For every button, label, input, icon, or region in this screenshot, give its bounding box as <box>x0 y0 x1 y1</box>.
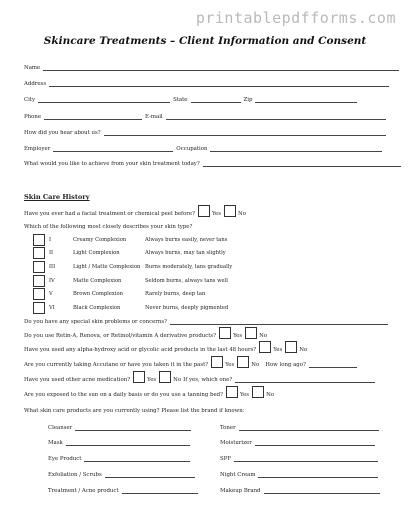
city-field[interactable] <box>38 97 170 103</box>
watermark: printablepdfforms.com <box>195 9 396 27</box>
retin-yes-checkbox[interactable] <box>219 327 231 339</box>
acne-no-checkbox[interactable] <box>159 371 171 383</box>
aha-question <box>24 342 307 353</box>
skin-type-description: Seldom burns, always tans well <box>145 278 228 284</box>
phone-field[interactable] <box>44 114 142 120</box>
sun-label: Are you exposed to the sun on a daily basis or do you use a tanning bed? <box>24 392 224 398</box>
city-label: City <box>24 97 36 103</box>
retin-no-label: No <box>259 333 268 339</box>
product-label: Mask <box>48 440 63 446</box>
product-row <box>48 470 198 478</box>
aha-yes-checkbox[interactable] <box>259 341 271 353</box>
product-field[interactable] <box>258 472 378 478</box>
skin-type-complexion: Light / Matte Complexion <box>73 264 141 270</box>
skin-type-checkbox[interactable] <box>33 261 45 273</box>
retin-no-checkbox[interactable] <box>245 327 257 339</box>
aha-no-checkbox[interactable] <box>285 341 297 353</box>
address-field[interactable] <box>49 81 389 87</box>
product-label: Makeup Brand <box>220 488 261 494</box>
sun-question <box>24 387 274 398</box>
sun-yes-label: Yes <box>240 392 250 398</box>
skin-type-numeral: VI <box>49 305 55 311</box>
skin-type-label: Which of the following most closely describes your skin type? <box>24 224 193 230</box>
skin-type-description: Never burns, deeply pigmented <box>145 305 229 311</box>
acne-question <box>24 372 378 383</box>
state-field[interactable] <box>191 97 241 103</box>
page-title: Skincare Treatments – Client Information and Consent <box>43 35 367 47</box>
product-label: Night Cream <box>220 472 256 478</box>
accutane-no-label: No <box>251 362 260 368</box>
aha-yes-label: Yes <box>273 347 283 353</box>
address-row <box>24 78 392 87</box>
skin-type-checkbox[interactable] <box>33 234 45 246</box>
accutane-label: Are you currently taking Accutane or have you taken it in the past? <box>24 362 209 368</box>
name-label: Name <box>24 65 41 71</box>
if-yes-label: If yes, which one? <box>183 377 233 383</box>
product-row <box>220 486 383 494</box>
email-label: E-mail <box>145 114 163 120</box>
hear-row <box>24 127 389 136</box>
product-field[interactable] <box>264 488 380 494</box>
product-row <box>48 454 193 462</box>
name-row <box>24 62 402 71</box>
skin-type-row <box>33 247 293 258</box>
achieve-row <box>24 158 404 167</box>
skin-type-row <box>33 275 293 286</box>
state-label: State <box>173 97 188 103</box>
sun-yes-checkbox[interactable] <box>226 386 238 398</box>
skin-type-description: Burns moderately, tans gradually <box>145 264 233 270</box>
hear-field[interactable] <box>104 130 386 136</box>
peel-no-label: No <box>237 211 246 217</box>
aha-no-label: No <box>299 347 308 353</box>
retin-label: Do you use Retin-A, Renova, or Retinol/vitamin A derivative products? <box>24 333 217 339</box>
name-field[interactable] <box>43 65 399 71</box>
retin-yes-label: Yes <box>233 333 243 339</box>
skin-type-row <box>33 234 293 245</box>
skin-type-complexion: Matte Complexion <box>73 278 122 284</box>
hear-label: How did you hear about us? <box>24 130 101 136</box>
problems-field[interactable] <box>170 319 388 325</box>
acne-which-field[interactable] <box>235 377 375 383</box>
skin-type-checkbox[interactable] <box>33 302 45 314</box>
skin-type-question <box>24 222 192 230</box>
sun-no-checkbox[interactable] <box>252 386 264 398</box>
problems-question <box>24 317 391 325</box>
product-field[interactable] <box>105 472 195 478</box>
skin-type-numeral: V <box>49 291 53 297</box>
zip-label: Zip <box>243 97 253 103</box>
acne-label: Have you used other acne medication? <box>24 377 131 383</box>
how-long-field[interactable] <box>309 362 357 368</box>
phone-row <box>24 111 389 120</box>
product-field[interactable] <box>66 440 190 446</box>
accutane-yes-checkbox[interactable] <box>211 356 223 368</box>
skin-type-checkbox[interactable] <box>33 288 45 300</box>
skin-type-numeral: II <box>49 250 54 256</box>
acne-yes-checkbox[interactable] <box>133 371 145 383</box>
problems-label: Do you have any special skin problems or concerns? <box>24 319 167 325</box>
product-label: SPF <box>220 456 232 462</box>
sun-no-label: No <box>266 392 275 398</box>
product-row <box>220 454 381 462</box>
employer-label: Employer <box>24 146 51 152</box>
product-label: Toner <box>220 425 236 431</box>
email-field[interactable] <box>166 114 386 120</box>
city-row <box>24 94 360 103</box>
address-label: Address <box>24 81 47 87</box>
accutane-yes-label: Yes <box>225 362 235 368</box>
product-label: Cleanser <box>48 425 73 431</box>
skin-type-row <box>33 261 293 272</box>
product-row <box>48 438 193 446</box>
section-skin-care-history: Skin Care History <box>24 193 90 201</box>
product-field[interactable] <box>234 456 378 462</box>
how-long-label: How long ago? <box>265 362 306 368</box>
products-label: What skin care products are you currently using? Please list the brand if known: <box>24 408 245 414</box>
peel-yes-label: Yes <box>211 211 221 217</box>
product-field[interactable] <box>75 425 191 431</box>
skin-type-complexion: Brown Complexion <box>73 291 123 297</box>
product-field[interactable] <box>84 456 190 462</box>
product-row <box>220 438 378 446</box>
acne-no-label: No <box>173 377 182 383</box>
product-field[interactable] <box>255 440 375 446</box>
acne-yes-label: Yes <box>147 377 157 383</box>
aha-label: Have you used any alpha-hydroxy acid or glycolic acid products in the last 48 hours? <box>24 347 257 353</box>
product-row <box>48 486 201 494</box>
product-field[interactable] <box>122 488 198 494</box>
skin-type-row <box>33 302 293 313</box>
peel-no-checkbox[interactable] <box>224 205 236 217</box>
peel-label: Have you ever had a facial treatment or chemical peel before? <box>24 211 195 217</box>
skin-type-description: Always burns easily, never tans <box>145 237 228 243</box>
skin-type-row <box>33 288 293 299</box>
peel-question <box>24 206 246 217</box>
skin-type-checkbox[interactable] <box>33 275 45 287</box>
product-row <box>220 470 381 478</box>
peel-yes-checkbox[interactable] <box>198 205 210 217</box>
product-label: Moisturizer <box>220 440 252 446</box>
skin-type-complexion: Light Complexion <box>73 250 120 256</box>
skin-type-numeral: I <box>49 237 52 243</box>
accutane-no-checkbox[interactable] <box>237 356 249 368</box>
occupation-field[interactable] <box>210 146 382 152</box>
skin-type-checkbox[interactable] <box>33 247 45 259</box>
product-row <box>48 423 194 431</box>
employer-row <box>24 143 385 152</box>
products-question <box>24 406 245 414</box>
accutane-question <box>24 357 360 368</box>
achieve-label: What would you like to achieve from your skin treatment today? <box>24 161 200 167</box>
retin-question <box>24 328 267 339</box>
skin-type-numeral: IV <box>49 278 55 284</box>
product-row <box>220 423 382 431</box>
product-label: Exfoliation / Scrubs <box>48 472 102 478</box>
product-field[interactable] <box>239 425 379 431</box>
employer-field[interactable] <box>53 146 173 152</box>
skin-type-complexion: Black Complexion <box>73 305 121 311</box>
skin-type-description: Rarely burns, deep tan <box>145 291 206 297</box>
product-label: Eye Product <box>48 456 82 462</box>
skin-type-numeral: III <box>49 264 56 270</box>
phone-label: Phone <box>24 114 42 120</box>
skin-type-complexion: Creamy Complexion <box>73 237 127 243</box>
product-label: Treatment / Acne product <box>48 488 119 494</box>
zip-field[interactable] <box>255 97 357 103</box>
skin-type-description: Always burns, may tan slightly <box>145 250 226 256</box>
occupation-label: Occupation <box>176 146 208 152</box>
achieve-field[interactable] <box>203 161 401 167</box>
